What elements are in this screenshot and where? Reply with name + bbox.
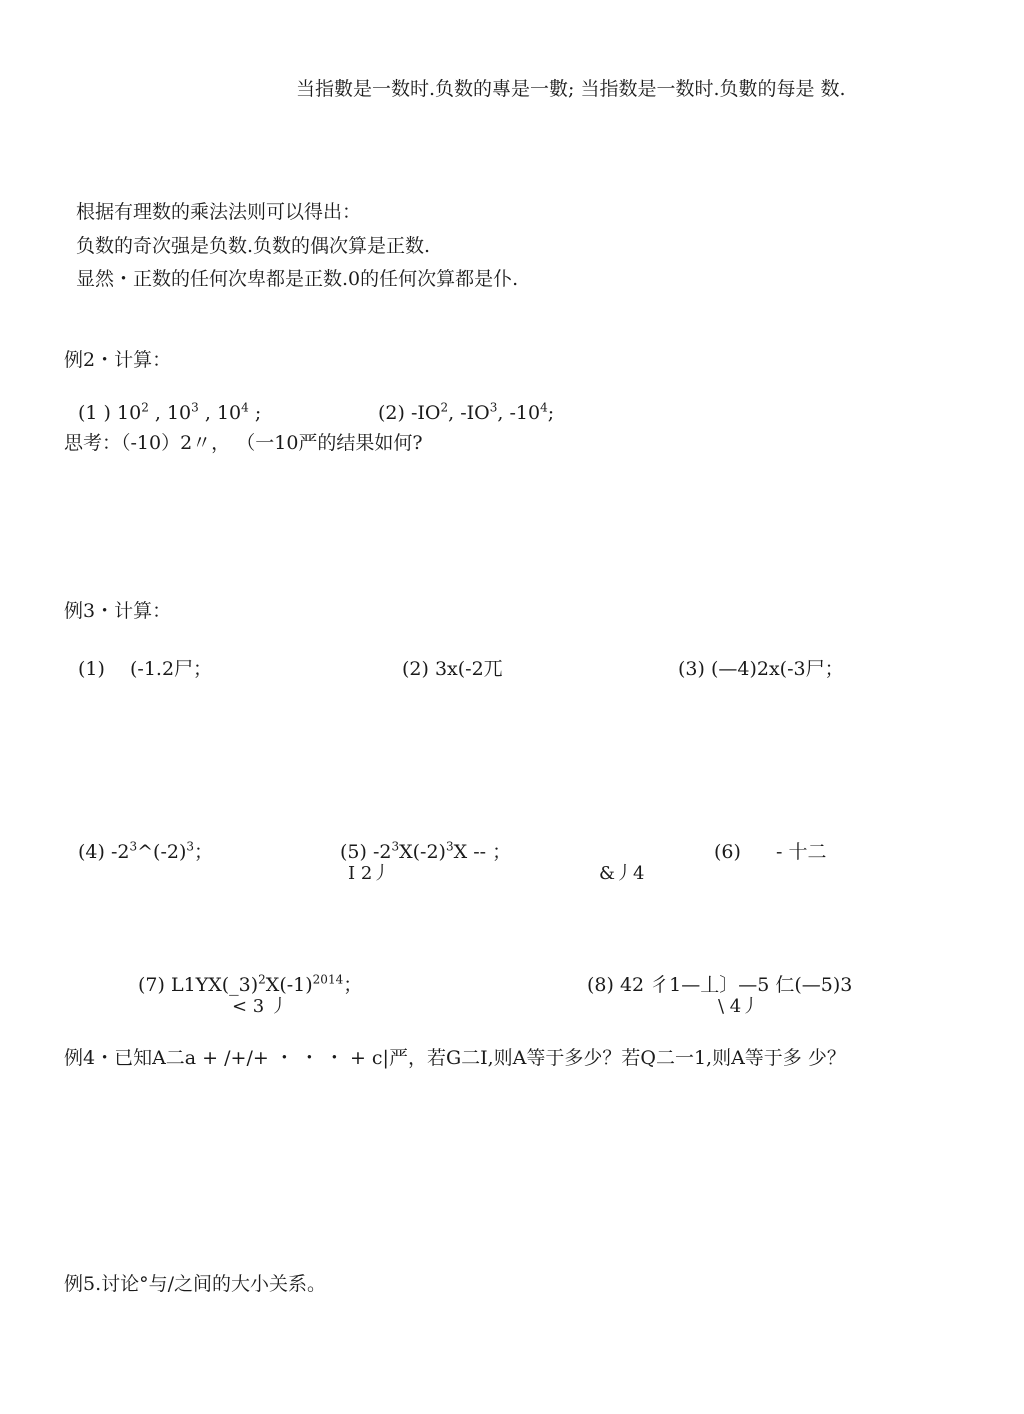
ex3-p5-exp-2: 3 <box>445 839 454 854</box>
ex2-p2-end: ; <box>547 402 555 424</box>
ex3-p4-b: ^(-2) <box>137 841 187 863</box>
ex2-p1-exp-3: 4 <box>241 400 249 415</box>
ex2-p1-sep-2: , <box>204 402 211 424</box>
ex3-p5-c: X -- ； <box>453 841 512 863</box>
ex3-part-1-label: (1) <box>78 658 105 680</box>
ex3-part-2: (2) 3x(-2兀 <box>402 658 503 680</box>
ex2-p2-label: (2) <box>378 402 405 424</box>
ex2-p1-label: (1 ) <box>78 402 111 424</box>
ex2-p2-sep-1: , <box>448 402 455 424</box>
ex2-p1-exp-2: 3 <box>191 400 199 415</box>
example-4: 例4・已知A二a + /+/+ ・ ・ ・ + c|严，若G二I,则A等于多少？若Q二一1,则A等于多 少？ <box>64 1047 846 1069</box>
ex3-p4-exp-2: 3 <box>186 839 195 854</box>
ex3-p7-exp: 2 <box>258 972 266 987</box>
ex2-p1-exp-1: 2 <box>141 400 149 415</box>
rule-line-3: 显然・正数的任何次卑都是正数.0的任何次算都是仆. <box>76 268 519 290</box>
ex3-part-6-sub: &丿4 <box>599 863 645 884</box>
ex3-part-5 <box>340 839 512 863</box>
ex3-part-8: (8) 42 彳1—丄〕—5 仁(—5)3 <box>587 974 853 996</box>
ex3-p4-a: (4) -2 <box>78 841 130 863</box>
ex3-part-1-expr: (-1.2尸； <box>130 658 213 680</box>
ex3-p7-a: (7) L1YX(_3) <box>138 974 259 996</box>
example-3-heading: 例3・计算： <box>64 600 172 622</box>
intro-line: 当指數是一数时.负数的專是一數; 当指数是一数时.负數的每是 数. <box>296 78 846 100</box>
ex2-p1-base-3: 10 <box>216 402 242 424</box>
ex2-p1-base-2: 10 <box>166 402 192 424</box>
ex3-p7-b: X(-1) <box>265 974 313 996</box>
rule-line-1: 根据有理数的乘法法则可以得出： <box>76 201 362 223</box>
ex3-part-7-sub: < 3 丿 <box>232 996 288 1017</box>
example-5: 例5.讨论°与/之间的大小关系。 <box>64 1273 327 1295</box>
ex2-p2-base-1: -IO <box>410 402 441 424</box>
ex3-part-6-expr: - 十二 <box>776 841 827 863</box>
ex3-part-8-sub: \ 4丿 <box>718 996 760 1017</box>
example-2-part-2 <box>378 400 555 424</box>
ex3-p7-c: ； <box>343 974 363 996</box>
example-2-heading: 例2・计算： <box>64 349 172 371</box>
ex2-p1-end: ; <box>254 402 262 424</box>
ex2-p1-sep-1: , <box>154 402 161 424</box>
example-2-part-1 <box>78 400 262 424</box>
ex3-part-3: (3) (—4)2x(-3尸； <box>678 658 844 680</box>
ex3-p4-c: ； <box>194 841 214 863</box>
ex3-p5-a: (5) -2 <box>340 841 392 863</box>
ex2-p2-exp-2: 3 <box>489 400 498 415</box>
ex2-p2-exp-1: 2 <box>440 400 449 415</box>
ex2-p2-base-3: -10 <box>509 402 541 424</box>
ex3-p5-b: X(-2) <box>399 841 446 863</box>
ex3-part-5-sub: I 2丿 <box>348 863 391 884</box>
ex3-part-7 <box>138 972 363 996</box>
ex2-p2-base-2: -IO <box>460 402 490 424</box>
ex3-part-6-label: (6) <box>714 841 741 863</box>
ex2-p2-sep-2: , <box>497 402 504 424</box>
ex3-p7-exp-2: 2014 <box>312 972 344 987</box>
ex2-p2-exp-3: 4 <box>540 400 548 415</box>
ex3-part-4 <box>78 839 214 863</box>
ex3-p4-exp: 3 <box>129 839 138 854</box>
ex2-p1-base-1: 10 <box>117 402 142 424</box>
ex3-p5-exp: 3 <box>391 839 400 854</box>
rule-line-2: 负数的奇次强是负数.负数的偶次算是正数. <box>76 235 431 257</box>
example-2-think: 思考：（-10）2〃， （一10严的结果如何? <box>64 432 423 454</box>
